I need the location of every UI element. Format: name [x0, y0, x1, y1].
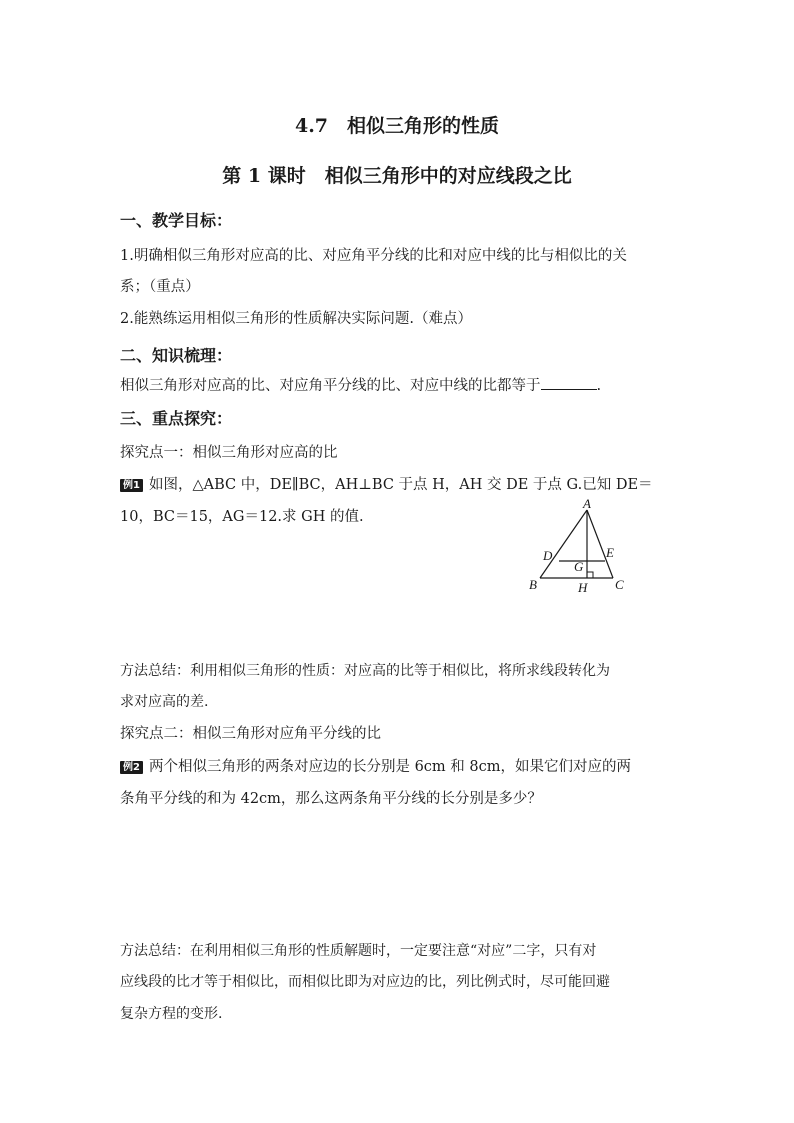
page-title: 4.7 相似三角形的性质 — [294, 115, 500, 137]
label-b: B — [529, 577, 537, 592]
summary2-line3: 复杂方程的变形. — [120, 1006, 223, 1022]
example1-line2: 10，BC＝15，AG＝12.求 GH 的值. — [120, 509, 364, 525]
knowledge-sentence — [120, 374, 601, 395]
answer-blank[interactable] — [541, 377, 597, 390]
triangle-figure — [520, 498, 640, 598]
knowledge-text: 相似三角形对应高的比、对应角平分线的比、对应中线的比都等于 — [120, 378, 541, 394]
knowledge-end: . — [596, 378, 602, 394]
section1-heading: 一、教学目标： — [120, 211, 233, 230]
example2-line2: 条角平分线的和为 42cm，那么这两条角平分线的长分别是多少？ — [120, 791, 542, 807]
example2-text: 两个相似三角形的两条对应边的长分别是 6cm 和 8cm，如果它们对应的两 — [148, 759, 631, 775]
example1-text: 如图，△ABC 中，DE∥BC，AH⊥BC 于点 H，AH 交 DE 于点 G.已知 DE＝ — [148, 477, 653, 493]
goal2: 2.能熟练运用相似三角形的性质解决实际问题.（难点） — [120, 311, 472, 327]
section3-heading: 三、重点探究： — [120, 409, 233, 428]
summary2-line1: 方法总结：在利用相似三角形的性质解题时，一定要注意“对应”二字，只有对 — [120, 943, 597, 959]
section2-heading: 二、知识梳理： — [120, 346, 233, 365]
summary1-line2: 求对应高的差. — [120, 694, 209, 710]
label-c: C — [615, 577, 624, 592]
right-angle-mark — [587, 572, 593, 578]
example2-line1 — [120, 755, 631, 776]
example1-line1 — [120, 473, 653, 494]
point1-title: 探究点一：相似三角形对应高的比 — [120, 445, 338, 461]
label-g: G — [574, 559, 584, 574]
label-d: D — [543, 548, 553, 563]
point2-title: 探究点二：相似三角形对应角平分线的比 — [120, 726, 381, 742]
label-e: E — [606, 545, 614, 560]
page-subtitle: 第 1 课时 相似三角形中的对应线段之比 — [222, 165, 572, 187]
goal1-line2: 系；（重点） — [120, 279, 200, 295]
example2-badge: 例2 — [120, 761, 143, 774]
label-h: H — [578, 580, 588, 595]
label-a: A — [583, 498, 591, 511]
summary2-line2: 应线段的比才等于相似比，而相似比即为对应边的比，列比例式时，尽可能回避 — [120, 974, 610, 990]
goal1-line1: 1.明确相似三角形对应高的比、对应角平分线的比和对应中线的比与相似比的关 — [120, 248, 627, 264]
example1-badge: 例1 — [120, 479, 143, 492]
summary1-line1: 方法总结：利用相似三角形的性质：对应高的比等于相似比，将所求线段转化为 — [120, 663, 610, 679]
side-ac — [587, 510, 613, 578]
